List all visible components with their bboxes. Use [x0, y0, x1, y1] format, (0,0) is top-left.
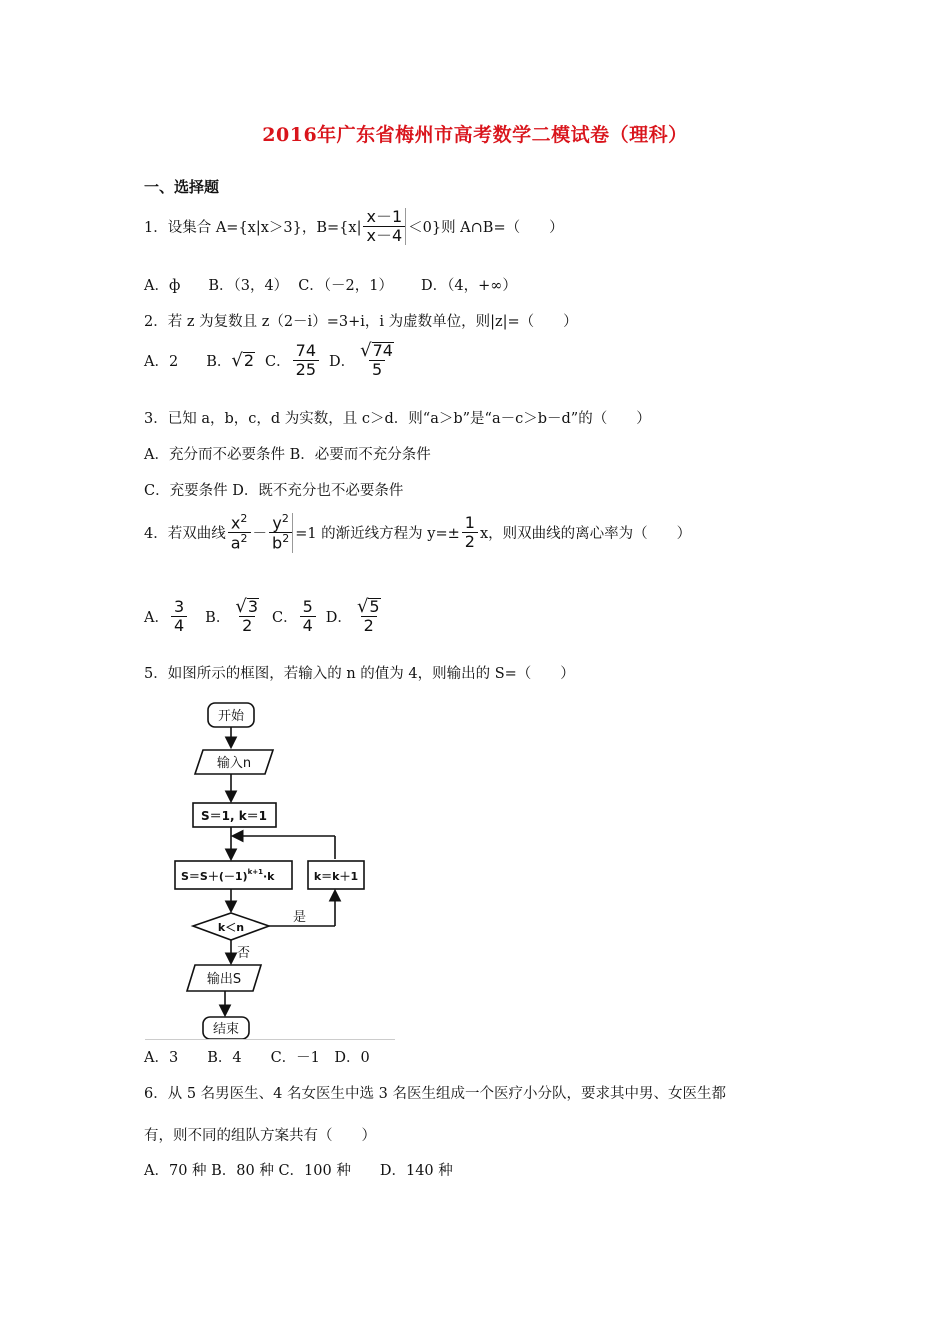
q2-option-d-num — [357, 342, 397, 360]
q1-options — [144, 274, 527, 295]
q4-option-c-fraction — [300, 598, 316, 635]
flow-init-label: S＝1, k＝1 — [200, 809, 268, 823]
q2-option-a: A．2 — [144, 354, 179, 371]
question-3: 3．已知 a，b，c，d 为实数，且 c＞d．则“a＞b”是“a－c＞b－d”的（ ） — [144, 411, 651, 427]
q4-option-d-arg: 5 — [369, 597, 380, 617]
q2-option-d-label: D． — [329, 354, 356, 371]
q4-fraction-y — [269, 513, 293, 553]
q1-text-post: ＜0}则 A∩B=（ ） — [408, 219, 564, 236]
section-heading: 一、选择题 — [144, 178, 220, 196]
q4-option-c-label: C． — [272, 610, 298, 627]
q4-option-c-den: 4 — [300, 616, 316, 635]
sqrt-symbol-icon: √ — [360, 340, 372, 361]
flow-condition-label: k＜n — [217, 921, 245, 934]
q4-option-c-num: 5 — [302, 597, 313, 617]
q4-fraction-x-den: $a^2$ — [228, 532, 251, 553]
q2-option-c-num: 74 — [295, 341, 316, 361]
q3-options-line-2: C．充要条件 D．既不充分也不必要条件 — [144, 483, 404, 499]
q4-text-post: x，则双曲线的离心率为（ ） — [479, 526, 692, 543]
q1-option-b: B．（3，4） — [208, 278, 289, 294]
question-1 — [144, 208, 564, 245]
q4-option-b-label: B． — [205, 610, 231, 627]
q5-options: A．3 B．4 C．－1 D．0 — [144, 1050, 370, 1066]
question-2: 2．若 z 为复数且 z（2－i）=3+i，i 为虚数单位，则|z|=（ ） — [144, 314, 578, 330]
q4-option-d-den: 2 — [361, 616, 377, 635]
q4-options — [144, 598, 386, 635]
flow-end-label: 结束 — [212, 1022, 240, 1037]
sqrt-symbol-icon: √ — [231, 349, 243, 371]
flow-update-label: $S=S+(-1)^{k+1}\cdot k$ — [181, 868, 275, 883]
q4-option-b-fraction — [232, 598, 262, 635]
q4-option-d-num — [354, 598, 384, 616]
flow-no-label: 否 — [237, 946, 251, 961]
q4-fraction-half-den: 2 — [462, 532, 478, 551]
flow-increment-label: k＝k＋1 — [313, 870, 359, 883]
flowchart-svg — [145, 694, 395, 1040]
q1-option-d: D．（4，+∞） — [420, 278, 517, 294]
q4-option-d-fraction — [354, 598, 384, 635]
q1-fraction — [363, 208, 406, 245]
question-6-line-2: 有，则不同的组队方案共有（ ） — [144, 1128, 376, 1144]
q6-options: A．70 种 B．80 种 C．100 种 D．140 种 — [144, 1163, 453, 1179]
question-4 — [144, 513, 691, 553]
q4-option-b-num — [232, 598, 262, 616]
q4-fraction-half — [462, 514, 478, 551]
flow-start-label: 开始 — [217, 709, 245, 724]
q4-option-b-den: 2 — [239, 616, 255, 635]
flow-output-label: 输出S — [206, 972, 242, 987]
page-title: 2016年广东省梅州市高考数学二模试卷（理科） — [262, 124, 688, 146]
q1-text-pre: 1．设集合 A={x|x＞3}，B={x| — [144, 219, 362, 236]
q4-fraction-half-num: 1 — [464, 513, 475, 533]
q4-text-pre: 4．若双曲线 — [144, 526, 226, 543]
q1-fraction-num: x－1 — [366, 207, 403, 226]
figure-bottom-rule — [145, 1039, 395, 1040]
q2-options — [144, 342, 399, 379]
q2-option-d-fraction — [357, 342, 397, 379]
q2-option-d-arg: 74 — [372, 341, 393, 361]
q2-option-c-fraction — [293, 342, 319, 379]
q2-option-d-den: 5 — [369, 360, 385, 379]
q2-option-c-den: 25 — [293, 360, 319, 379]
q4-option-a-num: 3 — [173, 597, 185, 617]
q2-option-b-sqrt — [231, 349, 255, 371]
flowchart — [145, 694, 395, 1040]
q4-fraction-x — [228, 513, 251, 553]
q4-fraction-y-den: $b^2$ — [269, 532, 292, 553]
q4-fraction-x-num: $x^2$ — [230, 512, 248, 533]
q4-minus: － — [252, 526, 268, 543]
q4-option-a-den: 4 — [171, 616, 187, 635]
q1-option-a: A．ф — [144, 278, 181, 294]
sqrt-symbol-icon: √ — [356, 596, 369, 617]
q3-options-line-1: A．充分而不必要条件 B．必要而不充分条件 — [144, 447, 431, 463]
q2-option-b-arg: 2 — [243, 350, 255, 370]
q4-option-a-fraction — [171, 598, 187, 635]
flow-input-label: 输入n — [216, 756, 252, 771]
question-6-line-1: 6．从 5 名男医生、4 名女医生中选 3 名医生组成一个医疗小分队，要求其中男、女医生都 — [144, 1086, 726, 1102]
q1-option-c: C．（－2，1） — [298, 278, 393, 294]
q4-option-d-label: D． — [325, 610, 352, 627]
flow-yes-label: 是 — [293, 910, 307, 925]
q1-fraction-den: x－4 — [363, 226, 405, 245]
question-5: 5．如图所示的框图，若输入的 n 的值为 4，则输出的 S=（ ） — [144, 666, 575, 682]
q4-option-a-label: A． — [144, 610, 169, 627]
q4-option-b-arg: 3 — [247, 597, 258, 617]
q2-option-b-label: B． — [206, 354, 232, 371]
sqrt-symbol-icon: √ — [235, 596, 247, 617]
q2-option-c-label: C． — [265, 354, 291, 371]
q4-text-mid: =1 的渐近线方程为 y=± — [295, 526, 460, 543]
q4-fraction-y-num: $y^2$ — [272, 512, 289, 533]
